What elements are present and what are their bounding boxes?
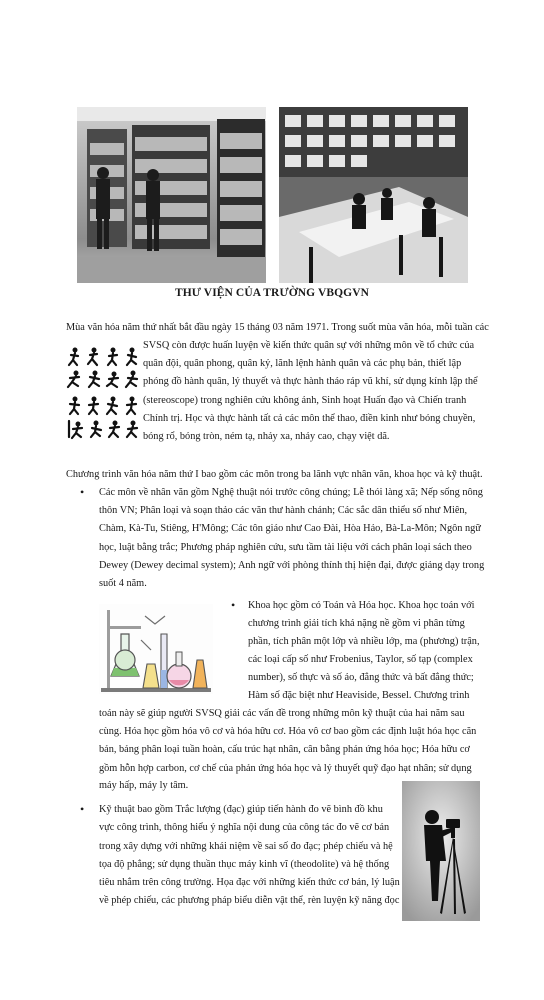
bullet3-line: trong xây dựng với những khái niệm về sai số đo đạc; phép chiếu và hệ — [99, 841, 393, 852]
para1-line: (stereoscope) trong nghiên cứu không ảnh, Sinh hoạt Huấn đạo và Chiến tranh — [143, 395, 467, 406]
chemistry-lab-illustration — [99, 604, 213, 694]
para2-intro: Chương trình văn hóa năm thứ I bao gồm các môn trong ba lãnh vực nhân văn, khoa học và kỹ thuật. — [66, 469, 483, 480]
para1-line: SVSQ còn được huấn luyện về kiến thức quân sự với những môn về tổ chức của — [143, 340, 475, 351]
photo-caption: THƯ VIỆN CỦA TRƯỜNG VBQGVN — [174, 287, 370, 299]
bullet-symbol: • — [80, 485, 85, 499]
bullet1-line: Chàm, Kà-Tu, Stiêng, H'Mông; Các tôn giáo như Cao Đài, Hòa Hảo, Bà-La-Môn; Ngôn ngữ — [99, 523, 481, 534]
bullet3-line: về phép chiếu, các phương pháp biểu diễn vật thể, rèn luyện kỹ năng đọc — [99, 895, 400, 906]
bullet1-line: Dewey (Dewey decimal system); Anh ngữ với phòng thính thị hiện đại, được giảng dạy trong — [99, 560, 485, 571]
bullet2-side-line: các loại cấp số như Frobenius, Taylor, số tạp (complex — [248, 654, 473, 665]
bullet2-line: toán này sẽ giúp người SVSQ giải các vấn đề trong những môn kỹ thuật của hai năm sau — [99, 708, 465, 719]
bullet2-side-line: Hàm số đặc biệt như Heaviside, Bessel. Chương trình — [248, 690, 470, 701]
para1-line: phóng đồ hành quân, lý thuyết và thực hành tháo ráp vũ khí, sử dụng kính lập thể — [143, 376, 478, 387]
para1-line: quân đội, quân phong, quân kỷ, lãnh lệnh hành quân và các phụ bản, thiết lập — [143, 358, 462, 369]
bullet2-side-line: chương trình giải tích khá nặng nề gồm vi phân từng — [248, 618, 465, 629]
para1-line: Mùa văn hóa năm thứ nhất bắt đầu ngày 15 tháng 03 năm 1971. Trong suốt mùa văn hóa, mỗi tuần các — [66, 322, 489, 333]
surveyor-theodolite-photo — [402, 781, 480, 921]
bullet2-line: bản, bảng phân loại tuần hoàn, cấu trúc hạt nhân, cân bằng phản ứng hóa học; Hóa hữu cơ — [99, 744, 470, 755]
bullet2-line: máy hấp, máy ly tâm. — [99, 780, 189, 791]
library-reading-room-photo — [279, 107, 468, 283]
bullet2-side-line: number), số thực và số ảo, đẳng thức và bất đẳng thức; — [248, 672, 474, 683]
bullet1-line: suốt 4 năm. — [99, 578, 147, 589]
bullet3-line: tọa độ phẳng; sử dụng thuần thục máy kinh vĩ (theodolite) và hệ thống — [99, 859, 390, 870]
bullet1-line: thôn VN; Phân loại và soạn thảo các văn thư hành chánh; Các sắc dân thiểu số như Miên, — [99, 505, 468, 516]
bullet1-line: Các môn về nhân văn gồm Nghệ thuật nói trước công chúng; Lễ thói làng xã; Nếp sống nông — [99, 487, 483, 498]
para1-line: bóng rổ, bóng tròn, ném tạ, nhảy xa, nhảy cao, chạy việt dã. — [143, 431, 390, 442]
bullet1-line: học, luật bằng trắc; Phương pháp nghiên cứu, sưu tầm tài liệu với cách phân loại sách theo — [99, 542, 472, 553]
bullet-symbol: • — [231, 598, 236, 612]
bullet2-side-line: phần, tích phân một lớp và nhiều lớp, ma (phương) trận, — [248, 636, 480, 647]
sports-pictograms-image — [66, 345, 142, 441]
para1-line: Chính trị. Học và thực hành tất cả các môn thể thao, điền kinh như bóng chuyền, — [143, 413, 476, 424]
bullet3-line: vực công trình, thông hiểu ý nghĩa nội dung của công tác đo vẽ cơ bản — [99, 822, 390, 833]
bullet3-line: Kỹ thuật bao gồm Trắc lượng (đạc) giúp tiến hành đo vẽ bình đồ khu — [99, 804, 383, 815]
bullet2-side-line: Khoa học gồm có Toán và Hóa học. Khoa học toán với — [248, 600, 475, 611]
bullet3-line: tiêu nhắm trên công trường. Họa đạc với những kiến thức cơ bản, lý luận — [99, 877, 400, 888]
library-bookshelves-photo — [77, 107, 266, 283]
bullet2-line: cùng. Hóa học gồm hóa vô cơ và hóa hữu cơ. Hóa vô cơ bao gồm các định luật hóa học căn — [99, 726, 477, 737]
bullet-symbol: • — [80, 802, 85, 816]
bullet2-line: gồm hỗn hợp carbon, cơ chế của phản ứng hóa học và lý thuyết quỹ đạo hạt nhân; sử dụng — [99, 763, 472, 774]
